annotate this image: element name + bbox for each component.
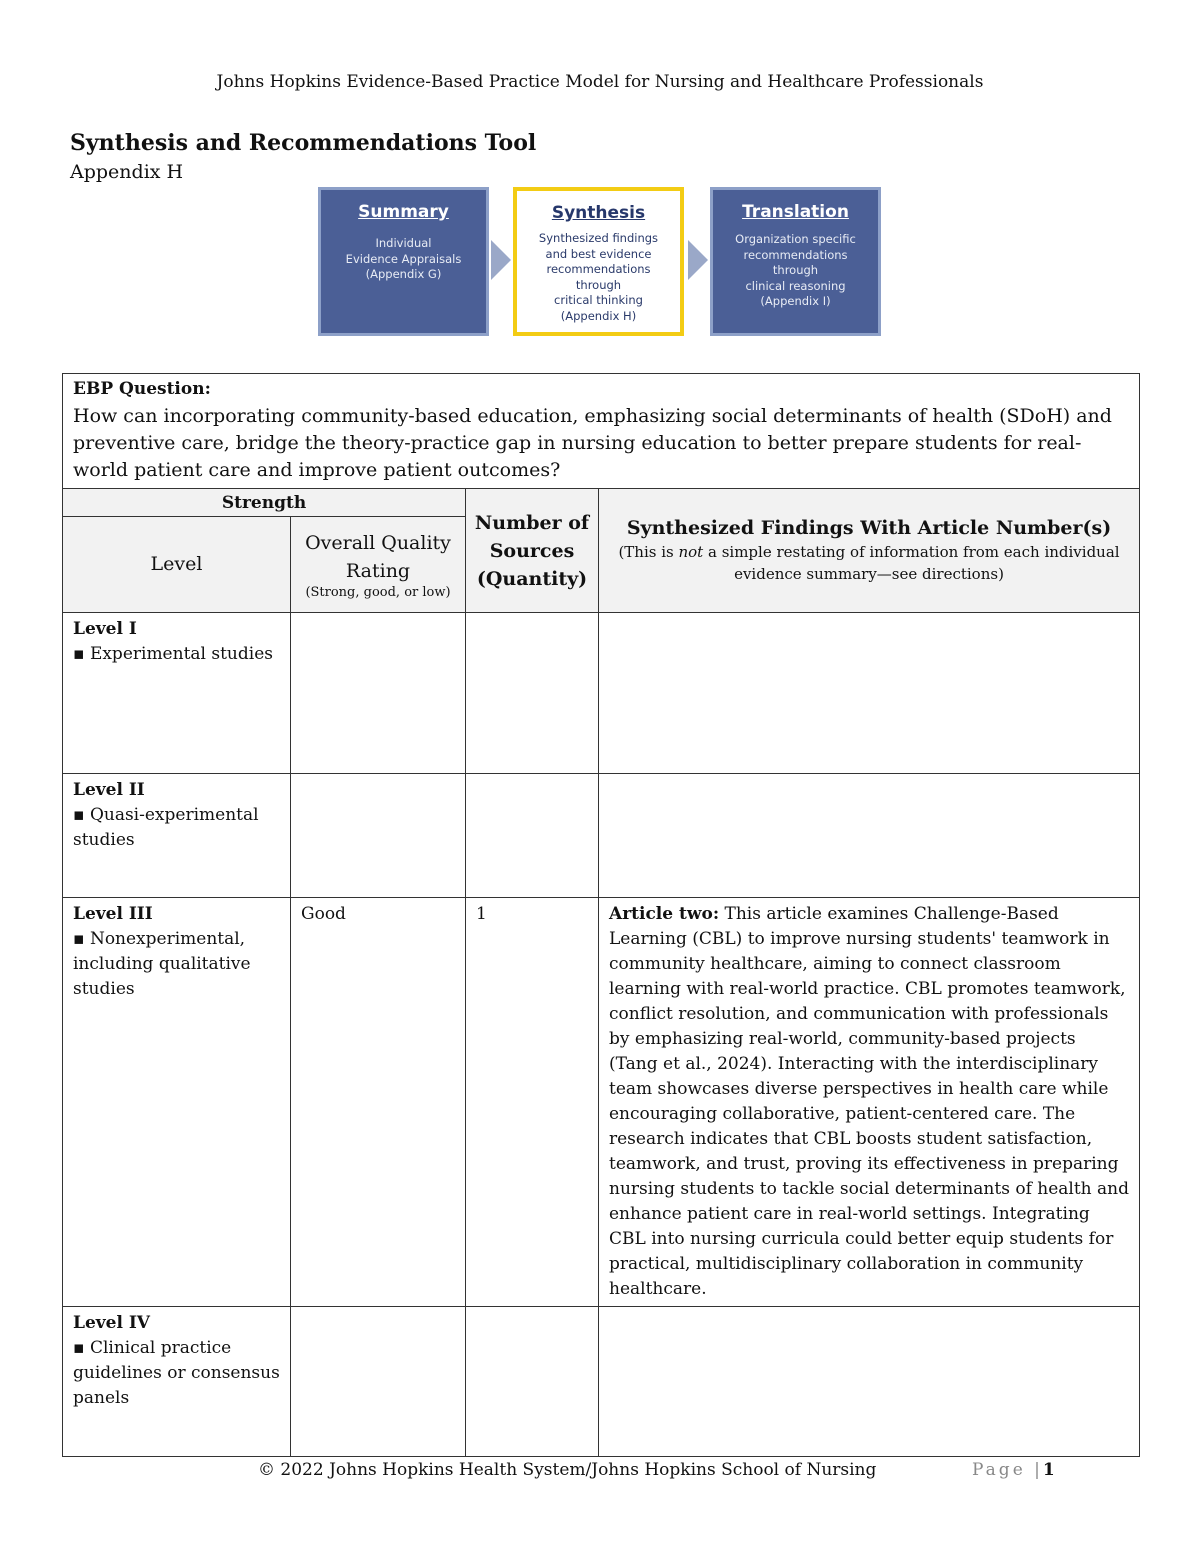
header-row (63, 489, 1140, 517)
findings-note: a simple restating of information from each individual evidence summary—see directions) (703, 543, 1120, 583)
table-row-level-4: Level IV ▪ Clinical practice guidelines or consensus panels (63, 1307, 1140, 1457)
page-label: Page | (972, 1460, 1043, 1480)
table-row-level-1: Level I ▪ Experimental studies (63, 613, 1140, 774)
translation-line: (Appendix I) (760, 294, 831, 308)
translation-line: Organization specific (735, 232, 856, 246)
summary-line: Individual (375, 236, 432, 250)
summary-box (318, 187, 489, 336)
synthesis-line: recommendations (546, 262, 651, 276)
sources-cell[interactable] (466, 774, 599, 898)
translation-box (710, 187, 881, 336)
strength-header: Strength (63, 489, 466, 517)
appendix-label: Appendix H (70, 161, 184, 183)
synthesis-line: (Appendix H) (560, 308, 637, 323)
arrow-right-icon (688, 240, 708, 280)
level-description: Clinical practice guidelines or consensus panels (73, 1338, 280, 1408)
page-number-value: 1 (1042, 1460, 1055, 1480)
table-row-level-3: Level III ▪ Nonexperimental, including qualitative studies Good 1 Article two: This article examines Challenge-Based Learning (CBL) to improve nursing students' teamwork in community healthcare, aiming to connect classroom learning with real-world practice. CBL promotes teamwork, conflict resolution, and communication with professionals by emphasizing real-world, community-based projects (Tang et al., 2024). Interacting with the interdisciplinary team showcases diverse perspectives in health care while encouraging collaborative, patient-centered care. The research indicates that CBL boosts student satisfaction, teamwork, and trust, proving its effectiveness in preparing nursing students to tackle social determinants of health and enhance patient care in real-world settings. Integrating CBL into nursing curricula could better equip students for practical, multidisciplinary collaboration in community healthcare. (63, 898, 1140, 1307)
translation-line: through (772, 263, 819, 277)
sources-cell[interactable]: 1 (466, 898, 599, 1307)
synthesis-line: and best evidence (545, 246, 652, 261)
translation-line: recommendations (743, 247, 848, 262)
quality-note: (Strong, good, or low) (305, 584, 451, 600)
sources-header: Number of Sources (Quantity) (466, 489, 599, 613)
quality-cell[interactable] (291, 613, 466, 774)
synthesis-line: Synthesized findings (538, 231, 659, 245)
findings-cell[interactable] (599, 898, 1140, 1307)
findings-header-title: Synthesized Findings With Article Number(s) (626, 517, 1112, 539)
summary-line: (Appendix G) (365, 267, 442, 281)
page-number (972, 1460, 1055, 1480)
quality-cell[interactable] (291, 774, 466, 898)
level-description: Nonexperimental, including qualitative studies (73, 929, 251, 999)
quality-header: Overall Quality Rating (305, 531, 451, 582)
level-name: Level IV (73, 1313, 150, 1333)
findings-note-emphasis: not (678, 543, 704, 561)
quality-cell[interactable] (291, 1307, 466, 1457)
summary-line: Evidence Appraisals (345, 251, 462, 266)
question-text: How can incorporating community-based education, emphasizing social determinants of health (SDoH) and preventive care, bridge the theory-practice gap in nursing education to better prepare students for real-world patient care and improve patient outcomes? (73, 405, 1112, 481)
translation-line: clinical reasoning (745, 278, 846, 293)
running-header: Johns Hopkins Evidence-Based Practice Model for Nursing and Healthcare Professionals (216, 72, 984, 92)
arrow-right-icon (491, 240, 511, 280)
synthesis-table (62, 373, 1140, 1457)
sources-cell[interactable] (466, 613, 599, 774)
summary-title: Summary (358, 202, 449, 222)
level-description: Experimental studies (89, 644, 273, 664)
findings-cell[interactable] (599, 1307, 1140, 1457)
synthesis-line: through (575, 277, 622, 292)
translation-title: Translation (742, 202, 849, 222)
synthesis-box (513, 187, 684, 336)
findings-text: This article examines Challenge-Based Learning (CBL) to improve nursing students' teamwork in community healthcare, aiming to connect classroom learning with real-world practice. CBL promotes teamwork, conflict resolution, and communication with professionals by emphasizing real-world, community-based projects (Tang et al., 2024). Interacting with the interdisciplinary team showcases diverse perspectives in health care while encouraging collaborative, patient-centered care. The research indicates that CBL boosts student satisfaction, teamwork, and trust, proving its effectiveness in preparing nursing students to tackle social determinants of health and enhance patient care in real-world settings. Integrating CBL into nursing curricula could better equip students for practical, multidisciplinary collaboration in community healthcare. (609, 904, 1130, 1299)
findings-header (599, 489, 1140, 613)
quality-cell[interactable]: Good (291, 898, 466, 1307)
document-title: Synthesis and Recommendations Tool (70, 130, 537, 156)
question-row (63, 374, 1140, 489)
question-label: EBP Question: (73, 379, 211, 399)
findings-label: Article two: (609, 904, 720, 924)
level-name: Level III (73, 904, 153, 924)
findings-note: (This is (618, 543, 679, 561)
sources-cell[interactable] (466, 1307, 599, 1457)
synthesis-line: critical thinking (554, 293, 643, 307)
level-name: Level II (73, 780, 145, 800)
synthesis-title: Synthesis (551, 203, 646, 223)
level-name: Level I (73, 619, 137, 639)
footer-copyright: © 2022 Johns Hopkins Health System/Johns Hopkins School of Nursing (258, 1460, 877, 1480)
level-header: Level (63, 517, 291, 613)
level-description: Quasi-experimental studies (73, 805, 259, 850)
findings-cell[interactable] (599, 613, 1140, 774)
findings-cell[interactable] (599, 774, 1140, 898)
table-row-level-2: Level II ▪ Quasi-experimental studies (63, 774, 1140, 898)
